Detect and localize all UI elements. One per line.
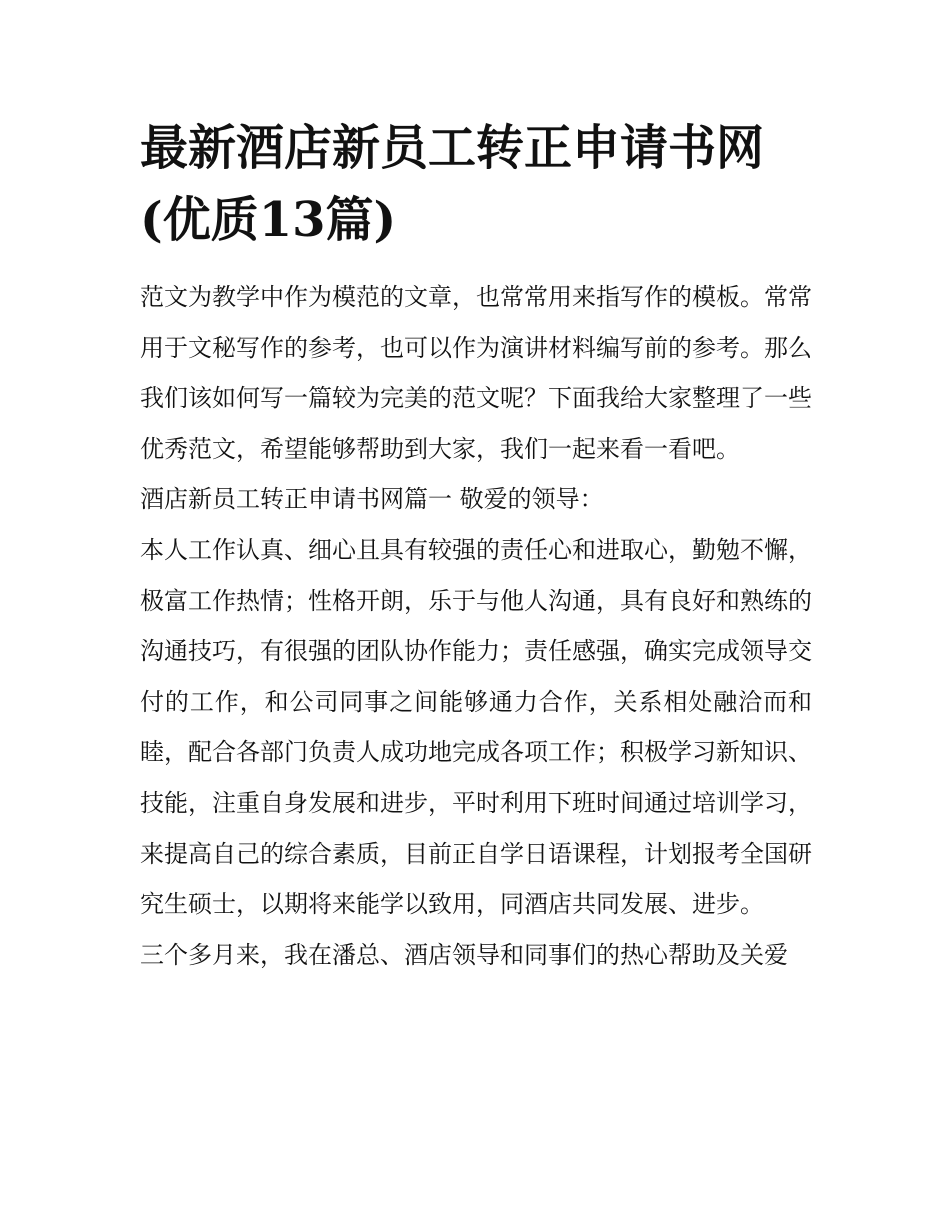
body-paragraph-continued: 三个多月来，我在潘总、酒店领导和同事们的热心帮助及关爱 [140,940,788,969]
intro-paragraph: 范文为教学中作为模范的文章，也常常用来指写作的模板。常常用于文秘写作的参考，也可以作为演讲材料编写前的参考。那么我们该如何写一篇较为完美的范文呢？下面我给大家整理了一些优秀范文，希望能够帮助到大家，我们一起来看一看吧。 [140,283,812,463]
body-paragraph: 本人工作认真、细心且具有较强的责任心和进取心，勤勉不懈，极富工作热情；性格开朗，乐于与他人沟通，具有良好和熟练的沟通技巧，有很强的团队协作能力；责任感强，确实完成领导交付的工作，和公司同事之间能够通力合作，关系相处融洽而和睦，配合各部门负责人成功地完成各项工作；积极学习新知识、技能，注重自身发展和进步，平时利用下班时间通过培训学习，来提高自己的综合素质，目前正自学日语课程，计划报考全国研究生硕士，以期将来能学以致用，同酒店共同发展、进步。 [140,535,812,919]
document-page [140,112,812,980]
document-title: 最新酒店新员工转正申请书网(优质13篇) [140,120,765,248]
section-heading-salutation: 酒店新员工转正申请书网篇一 敬爱的领导： [140,485,604,514]
